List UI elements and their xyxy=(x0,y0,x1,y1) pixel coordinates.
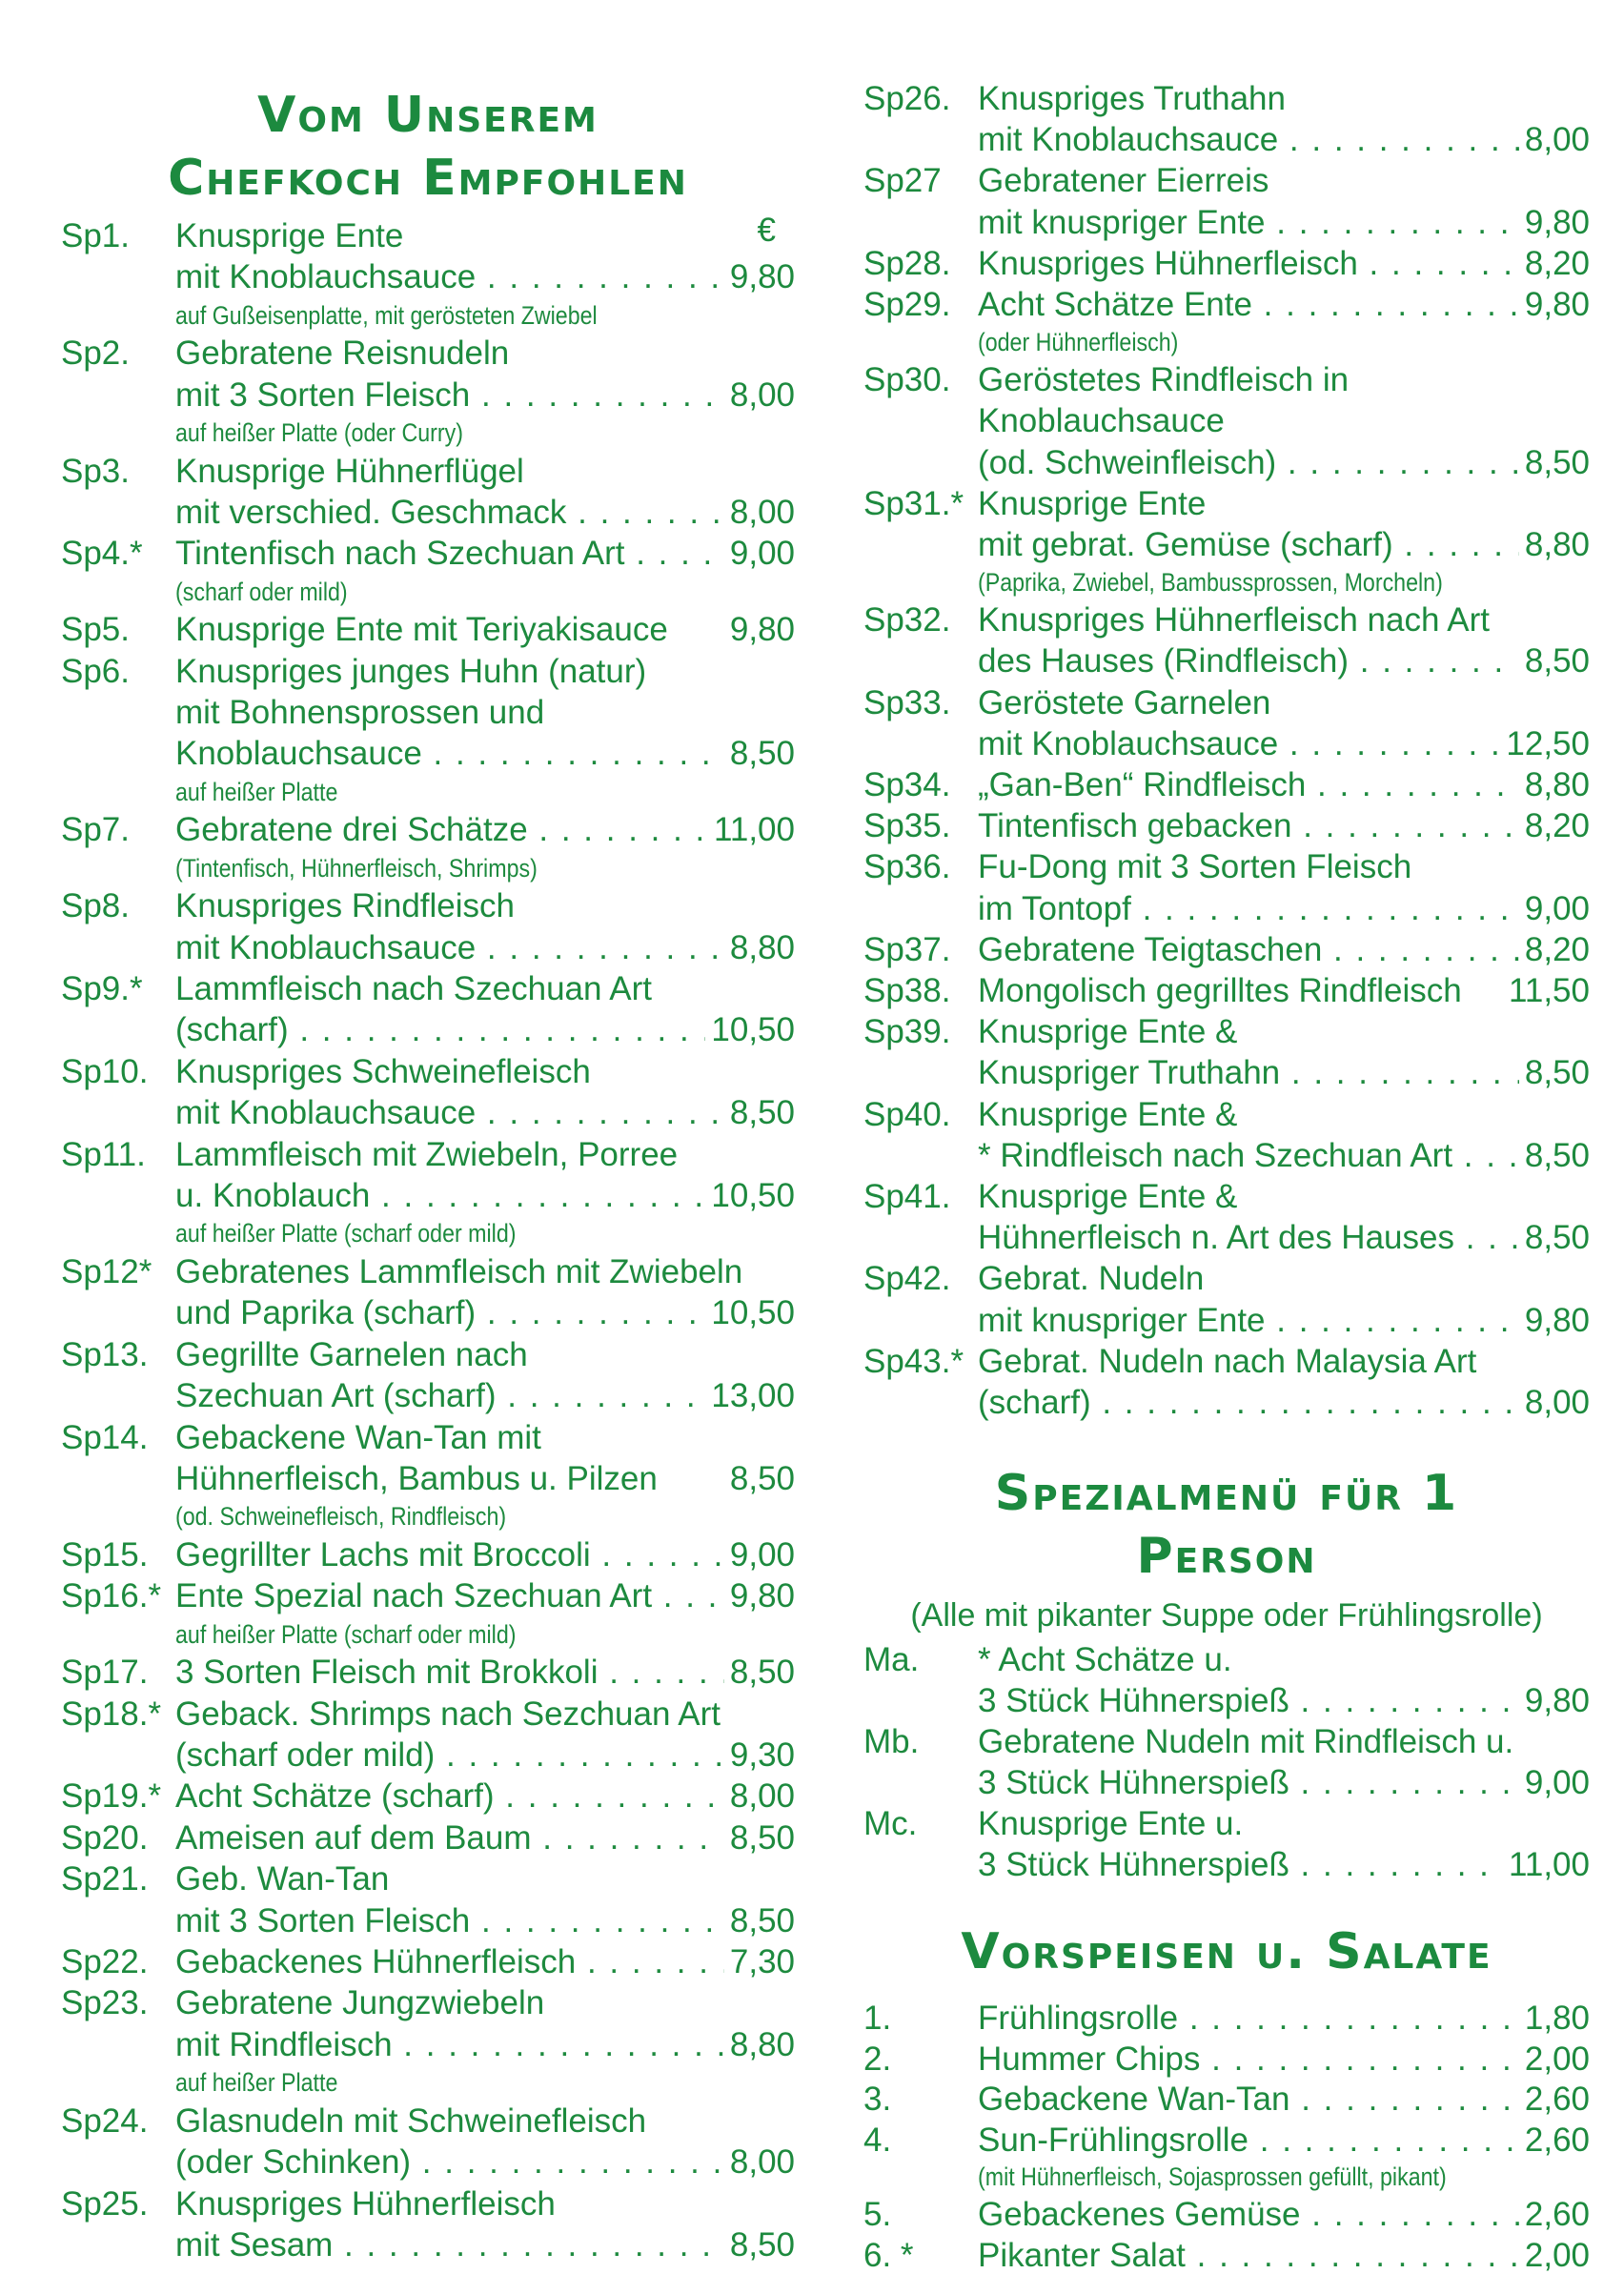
item-price: 2,60 xyxy=(1519,2194,1590,2235)
item-price: 7,30 xyxy=(724,1941,795,1982)
item-description: Hummer Chips . . . xyxy=(978,2039,1590,2080)
item-description: Lammfleisch mit Zwiebeln, Porree xyxy=(175,1135,679,1173)
item-price: 9,00 xyxy=(1519,1762,1590,1803)
item-price: 10,50 xyxy=(705,1292,795,1333)
item-note: (od. Schweinefleisch, Rindfleisch) xyxy=(175,1502,507,1532)
item-description: Geb. Wan-Tan xyxy=(175,1860,390,1898)
item-description: Knuspriger Truthahn . . . xyxy=(978,1052,1590,1093)
menu-item xyxy=(61,1534,795,1575)
item-code: Sp19.* xyxy=(61,1777,162,1816)
item-code: Sp21. xyxy=(61,1860,149,1898)
item-description: Gebrat. Nudeln nach Malaysia Art xyxy=(978,1342,1477,1380)
item-code: Sp42. xyxy=(863,1260,951,1298)
menu-item xyxy=(863,2079,1590,2120)
item-description: Pikanter Salat . . . xyxy=(978,2235,1590,2276)
item-price: 10,50 xyxy=(705,1175,795,1216)
menu-item xyxy=(61,1575,795,1652)
item-price: 8,00 xyxy=(724,375,795,416)
item-code: Sp30. xyxy=(863,361,951,399)
item-code: 1. xyxy=(863,2000,892,2037)
item-description: Knusprige Ente & xyxy=(978,1095,1238,1133)
item-price: 2,00 xyxy=(1519,2039,1590,2080)
menu-item xyxy=(863,1341,1590,1423)
item-code: Mb. xyxy=(863,1723,920,1760)
item-code: Sp32. xyxy=(863,601,951,639)
menu-item xyxy=(863,1639,1590,1721)
menu-item xyxy=(863,284,1590,359)
item-description: Knuspriges Hühnerfleisch nach Art xyxy=(978,601,1490,639)
item-price: 8,50 xyxy=(729,1459,795,1497)
item-note: (scharf oder mild) xyxy=(175,577,348,606)
item-code: Sp8. xyxy=(61,887,130,925)
menu-item xyxy=(61,651,795,810)
item-description: Mongolisch gegrilltes Rindfleisch xyxy=(978,972,1462,1009)
item-code: 2. xyxy=(863,2040,892,2078)
item-description: Hühnerfleisch n. Art des Hauses . . . xyxy=(978,1217,1590,1258)
item-price: 9,80 xyxy=(1519,202,1590,243)
heading-line: Person xyxy=(1136,1528,1317,1585)
item-code: Sp14. xyxy=(61,1418,149,1456)
item-code: 5. xyxy=(863,2196,892,2234)
item-description: mit knuspriger Ente . . . xyxy=(978,202,1590,243)
item-description: mit Knoblauchsauce . . . xyxy=(978,723,1590,764)
item-price: 13,00 xyxy=(705,1375,795,1416)
item-code: Sp12* xyxy=(61,1253,152,1290)
item-code: Sp5. xyxy=(61,611,130,649)
item-description: Geröstete Garnelen xyxy=(978,683,1271,721)
item-description: mit Knoblauchsauce . . . xyxy=(978,119,1590,160)
menu-item xyxy=(863,599,1590,681)
item-description: Knuspriges Hühnerfleisch . . . xyxy=(978,243,1590,284)
item-code: Sp1. xyxy=(61,217,130,254)
item-code: Sp29. xyxy=(863,286,951,323)
item-price: 9,80 xyxy=(1519,1300,1590,1341)
heading-line: Chefkoch Empfohlen xyxy=(168,150,688,207)
item-description: * Acht Schätze u. xyxy=(978,1641,1232,1678)
item-description: Knuspriges junges Huhn (natur) xyxy=(175,652,647,690)
item-description: Ameisen auf dem Baum . . . xyxy=(175,1817,795,1858)
menu-item xyxy=(61,1817,795,1858)
item-price: 8,50 xyxy=(724,1900,795,1941)
item-code: Sp4.* xyxy=(61,535,143,573)
item-description: 3 Sorten Fleisch mit Brokkoli . . . xyxy=(175,1652,795,1693)
item-description: mit gebrat. Gemüse (scharf) . . . xyxy=(978,524,1590,565)
item-description: Gebackenes Hühnerfleisch . . . xyxy=(175,1941,795,1982)
item-code: Sp7. xyxy=(61,811,130,849)
item-code: Mc. xyxy=(863,1805,918,1842)
item-price: 2,60 xyxy=(1519,2120,1590,2161)
item-code: Sp17. xyxy=(61,1654,149,1692)
item-description: Knusprige Ente & xyxy=(978,1178,1238,1215)
menu-item xyxy=(61,533,795,609)
item-description: „Gan-Ben“ Rindfleisch . . . xyxy=(978,764,1590,805)
item-description: Frühlingsrolle . . . xyxy=(978,1998,1590,2039)
item-description: Ente Spezial nach Szechuan Art . . . xyxy=(175,1575,795,1616)
item-description: 3 Stück Hühnerspieß . . . xyxy=(978,1762,1590,1803)
item-description: Knuspriges Hühnerfleisch xyxy=(175,2184,556,2223)
item-code: Ma. xyxy=(863,1641,920,1678)
item-description: Tintenfisch nach Szechuan Art . . . xyxy=(175,533,795,574)
menu-item xyxy=(863,846,1590,928)
item-price: 10,50 xyxy=(705,1009,795,1050)
item-description: mit 3 Sorten Fleisch . . . xyxy=(175,1900,795,1941)
item-price: 2,60 xyxy=(1519,2079,1590,2120)
chef-recommendation-heading xyxy=(61,84,795,210)
item-description: (scharf) . . . xyxy=(175,1009,795,1050)
item-code: Sp41. xyxy=(863,1178,951,1215)
item-description: Knoblauchsauce xyxy=(978,402,1225,440)
item-code: Sp31.* xyxy=(863,484,964,522)
item-description: Gegrillte Garnelen nach xyxy=(175,1335,528,1373)
heading-line: Vom Unserem xyxy=(257,87,599,144)
item-code: Sp11. xyxy=(61,1135,146,1173)
item-price: 8,00 xyxy=(1519,119,1590,160)
item-code: Sp15. xyxy=(61,1535,149,1573)
menu-item xyxy=(863,2194,1590,2235)
menu-item xyxy=(61,215,795,333)
item-description: (oder Schinken) . . . xyxy=(175,2142,795,2182)
item-description: Geback. Shrimps nach Sezchuan Art xyxy=(175,1695,721,1733)
menu-item xyxy=(61,2101,795,2183)
item-description: mit knuspriger Ente . . . xyxy=(978,1300,1590,1341)
item-price: 1,80 xyxy=(1519,1998,1590,2039)
item-description: Knusprige Ente xyxy=(978,484,1207,522)
menu-item xyxy=(61,885,795,968)
menu-item xyxy=(863,2039,1590,2080)
item-description: Acht Schätze Ente . . . xyxy=(978,284,1590,325)
item-description: 3 Stück Hühnerspieß . . . xyxy=(978,1680,1590,1721)
item-code: Sp26. xyxy=(863,80,951,117)
menu-item xyxy=(61,1652,795,1693)
menu-item xyxy=(61,1858,795,1941)
item-code: Sp39. xyxy=(863,1013,951,1051)
item-description: (od. Schweinfleisch) . . . xyxy=(978,442,1590,483)
item-description: * Rindfleisch nach Szechuan Art . . . xyxy=(978,1135,1590,1176)
item-price: 2,00 xyxy=(1519,2235,1590,2276)
item-code: Sp23. xyxy=(61,1984,149,2022)
menu-item xyxy=(61,2183,795,2266)
item-description: Gebratene Jungzwiebeln xyxy=(175,1984,545,2022)
currency-symbol: € xyxy=(757,212,776,249)
item-description: Acht Schätze (scharf) . . . xyxy=(175,1776,795,1817)
item-description: Gebratener Eierreis xyxy=(978,162,1269,200)
item-description: Gebratenes Lammfleisch mit Zwiebeln xyxy=(175,1253,743,1290)
item-price: 11,50 xyxy=(1509,972,1590,1009)
item-description: Lammfleisch nach Szechuan Art xyxy=(175,970,652,1008)
item-description: Knusprige Ente xyxy=(175,217,404,254)
menu-item xyxy=(61,333,795,450)
item-description: Gebratene Teigtaschen . . . xyxy=(978,929,1590,970)
item-description: mit Knoblauchsauce . . . xyxy=(175,927,795,968)
menu-item xyxy=(863,929,1590,970)
menu-item xyxy=(61,1694,795,1776)
heading-line: Spezialmenü für 1 xyxy=(994,1465,1459,1522)
item-price: 8,50 xyxy=(724,733,795,774)
menu-item xyxy=(863,243,1590,284)
item-code: Sp40. xyxy=(863,1095,951,1133)
menu-item xyxy=(863,160,1590,242)
menu-item xyxy=(863,1998,1590,2039)
item-note: (Paprika, Zwiebel, Bambussprossen, Morcheln) xyxy=(978,568,1443,598)
menu-item xyxy=(61,1134,795,1251)
item-description: mit verschied. Geschmack . . . xyxy=(175,492,795,533)
item-description: Gebackene Wan-Tan mit xyxy=(175,1418,541,1456)
item-note: (mit Hühnerfleisch, Sojasprossen gefüllt, pikant) xyxy=(978,2162,1447,2192)
item-price: 9,30 xyxy=(724,1735,795,1776)
item-price: 8,20 xyxy=(1519,243,1590,284)
item-description: Gebrat. Nudeln xyxy=(978,1260,1205,1298)
item-price: 8,50 xyxy=(1519,442,1590,483)
item-note: auf heißer Platte (scharf oder mild) xyxy=(175,1219,517,1249)
item-code: Sp35. xyxy=(863,807,951,845)
item-code: Sp36. xyxy=(863,848,951,886)
menu-item xyxy=(863,682,1590,764)
item-description: Fu-Dong mit 3 Sorten Fleisch xyxy=(978,848,1412,886)
item-price: 11,00 xyxy=(708,809,795,850)
item-price: 8,80 xyxy=(724,927,795,968)
item-description: im Tontopf . . . xyxy=(978,888,1590,929)
item-code: Sp33. xyxy=(863,683,951,721)
item-price: 9,80 xyxy=(729,611,795,649)
item-description: Gegrillter Lachs mit Broccoli . . . xyxy=(175,1534,795,1575)
item-price: 8,50 xyxy=(1519,1135,1590,1176)
item-price: 8,00 xyxy=(724,2142,795,2182)
item-description: Knuspriges Schweinefleisch xyxy=(175,1052,591,1090)
item-price: 9,80 xyxy=(1519,284,1590,325)
item-price: 9,00 xyxy=(724,533,795,574)
menu-item xyxy=(61,609,795,650)
item-description: Knusprige Ente u. xyxy=(978,1805,1244,1842)
menu-item xyxy=(863,764,1590,805)
item-price: 11,00 xyxy=(1503,1844,1590,1885)
menu-item xyxy=(863,483,1590,599)
item-price: 9,00 xyxy=(724,1534,795,1575)
item-price: 8,00 xyxy=(724,1776,795,1817)
item-price: 8,50 xyxy=(1519,640,1590,681)
item-price: 8,50 xyxy=(724,2224,795,2265)
item-code: Sp3. xyxy=(61,452,130,490)
menu-item xyxy=(61,1251,795,1334)
item-description: mit Knoblauchsauce . . . xyxy=(175,1092,795,1133)
item-description: mit Knoblauchsauce . . . xyxy=(175,256,795,297)
item-description: Knusprige Hühnerflügel xyxy=(175,452,524,490)
item-note: (oder Hühnerfleisch) xyxy=(978,328,1179,357)
special-menu-heading xyxy=(863,1462,1590,1588)
menu-item xyxy=(61,1941,795,1982)
menu-item xyxy=(863,1176,1590,1258)
item-price: 8,50 xyxy=(1519,1217,1590,1258)
item-code: Sp25. xyxy=(61,2184,149,2223)
item-note: auf heißer Platte (oder Curry) xyxy=(175,418,463,448)
item-description: Gebratene Nudeln mit Rindfleisch u. xyxy=(978,1723,1514,1760)
item-description: Gebratene drei Schätze . . . xyxy=(175,809,795,850)
item-code: Sp34. xyxy=(863,766,951,803)
menu-item xyxy=(61,1334,795,1417)
item-price: 9,00 xyxy=(1519,888,1590,929)
item-price: 8,80 xyxy=(1519,524,1590,565)
item-code: Sp2. xyxy=(61,335,130,373)
menu-item xyxy=(61,809,795,885)
item-price: 8,00 xyxy=(1519,1382,1590,1423)
menu-item xyxy=(61,1417,795,1534)
item-description: Geröstetes Rindfleisch in xyxy=(978,361,1350,399)
menu-item xyxy=(863,1803,1590,1885)
item-note: auf Gußeisenplatte, mit gerösteten Zwiebel xyxy=(175,300,598,330)
item-code: Sp22. xyxy=(61,1943,149,1980)
item-code: Sp6. xyxy=(61,652,130,690)
item-price: 8,80 xyxy=(724,2024,795,2065)
menu-item xyxy=(61,1982,795,2100)
menu-item xyxy=(863,1094,1590,1176)
item-price: 8,00 xyxy=(724,492,795,533)
item-price: 8,20 xyxy=(1519,805,1590,846)
item-code: Sp43.* xyxy=(863,1342,964,1380)
menu-item xyxy=(61,968,795,1051)
item-description: und Paprika (scharf) . . . xyxy=(175,1292,795,1333)
menu-item xyxy=(863,78,1590,160)
item-code: Sp37. xyxy=(863,930,951,968)
menu-item xyxy=(61,1051,795,1134)
item-description: (scharf oder mild) . . . xyxy=(175,1735,795,1776)
item-code: Sp28. xyxy=(863,244,951,282)
item-description: 3 Stück Hühnerspieß . . . xyxy=(978,1844,1590,1885)
item-description: Gebackenes Gemüse . . . xyxy=(978,2194,1590,2235)
item-price: 9,80 xyxy=(1519,1680,1590,1721)
menu-item xyxy=(863,1011,1590,1093)
special-menu-note: (Alle mit pikanter Suppe oder Frühlingsrolle) xyxy=(910,1597,1543,1634)
item-code: Sp38. xyxy=(863,972,951,1009)
item-code: 3. xyxy=(863,2081,892,2119)
menu-item xyxy=(863,805,1590,846)
menu-item xyxy=(61,451,795,534)
item-description: Tintenfisch gebacken . . . xyxy=(978,805,1590,846)
item-note: auf heißer Platte xyxy=(175,777,338,806)
item-code: Sp16.* xyxy=(61,1577,162,1615)
item-price: 8,80 xyxy=(1519,764,1590,805)
item-description: Szechuan Art (scharf) . . . xyxy=(175,1375,795,1416)
item-description: mit Bohnensprossen und xyxy=(175,694,545,732)
item-description: Gebackene Wan-Tan . . . xyxy=(978,2079,1590,2120)
item-price: 12,50 xyxy=(1500,723,1590,764)
item-description: Knusprige Ente & xyxy=(978,1013,1238,1051)
item-description: mit 3 Sorten Fleisch . . . xyxy=(175,375,795,416)
item-price: 8,50 xyxy=(724,1652,795,1693)
item-code: Sp9.* xyxy=(61,970,143,1008)
menu-item xyxy=(863,1721,1590,1803)
item-description: Knusprige Ente mit Teriyakisauce xyxy=(175,611,668,649)
item-description: Knoblauchsauce . . . xyxy=(175,733,795,774)
item-description: Hühnerfleisch, Bambus u. Pilzen xyxy=(175,1459,658,1497)
menu-item xyxy=(863,359,1590,483)
menu-item xyxy=(863,2120,1590,2195)
item-description: Knuspriges Rindfleisch xyxy=(175,887,516,925)
item-note: (Tintenfisch, Hühnerfleisch, Shrimps) xyxy=(175,853,538,883)
item-description: (scharf) . . . xyxy=(978,1382,1590,1423)
item-code: Sp10. xyxy=(61,1052,149,1090)
item-code: Sp24. xyxy=(61,2101,149,2140)
item-note: auf heißer Platte xyxy=(175,2068,338,2098)
item-code: Sp13. xyxy=(61,1335,149,1373)
item-description: des Hauses (Rindfleisch) . . . xyxy=(978,640,1590,681)
item-code: Sp27 xyxy=(863,162,942,200)
item-code: Sp20. xyxy=(61,1818,149,1857)
heading-line: Vorspeisen u. Salate xyxy=(961,1923,1492,1980)
item-code: 6. * xyxy=(863,2237,914,2274)
menu-item xyxy=(863,970,1590,1011)
item-description: mit Sesam . . . xyxy=(175,2224,795,2265)
item-description: Sun-Frühlingsrolle . . . xyxy=(978,2120,1590,2161)
item-price: 8,50 xyxy=(724,1092,795,1133)
menu-item xyxy=(61,1776,795,1817)
item-price: 9,80 xyxy=(724,256,795,297)
item-price: 9,80 xyxy=(724,1575,795,1616)
item-price: 8,50 xyxy=(1519,1052,1590,1093)
starters-heading xyxy=(863,1920,1590,1983)
item-note: auf heißer Platte (scharf oder mild) xyxy=(175,1619,517,1649)
item-price: 8,50 xyxy=(724,1817,795,1858)
item-code: Sp18.* xyxy=(61,1695,162,1733)
item-description: Knuspriges Truthahn xyxy=(978,80,1286,117)
item-description: u. Knoblauch . . . xyxy=(175,1175,795,1216)
item-description: Gebratene Reisnudeln xyxy=(175,335,510,373)
item-description: Glasnudeln mit Schweinefleisch xyxy=(175,2101,647,2140)
item-code: 4. xyxy=(863,2121,892,2159)
item-price: 8,20 xyxy=(1519,929,1590,970)
menu-item xyxy=(863,2235,1590,2276)
menu-item xyxy=(863,1258,1590,1340)
item-description: mit Rindfleisch . . . xyxy=(175,2024,795,2065)
